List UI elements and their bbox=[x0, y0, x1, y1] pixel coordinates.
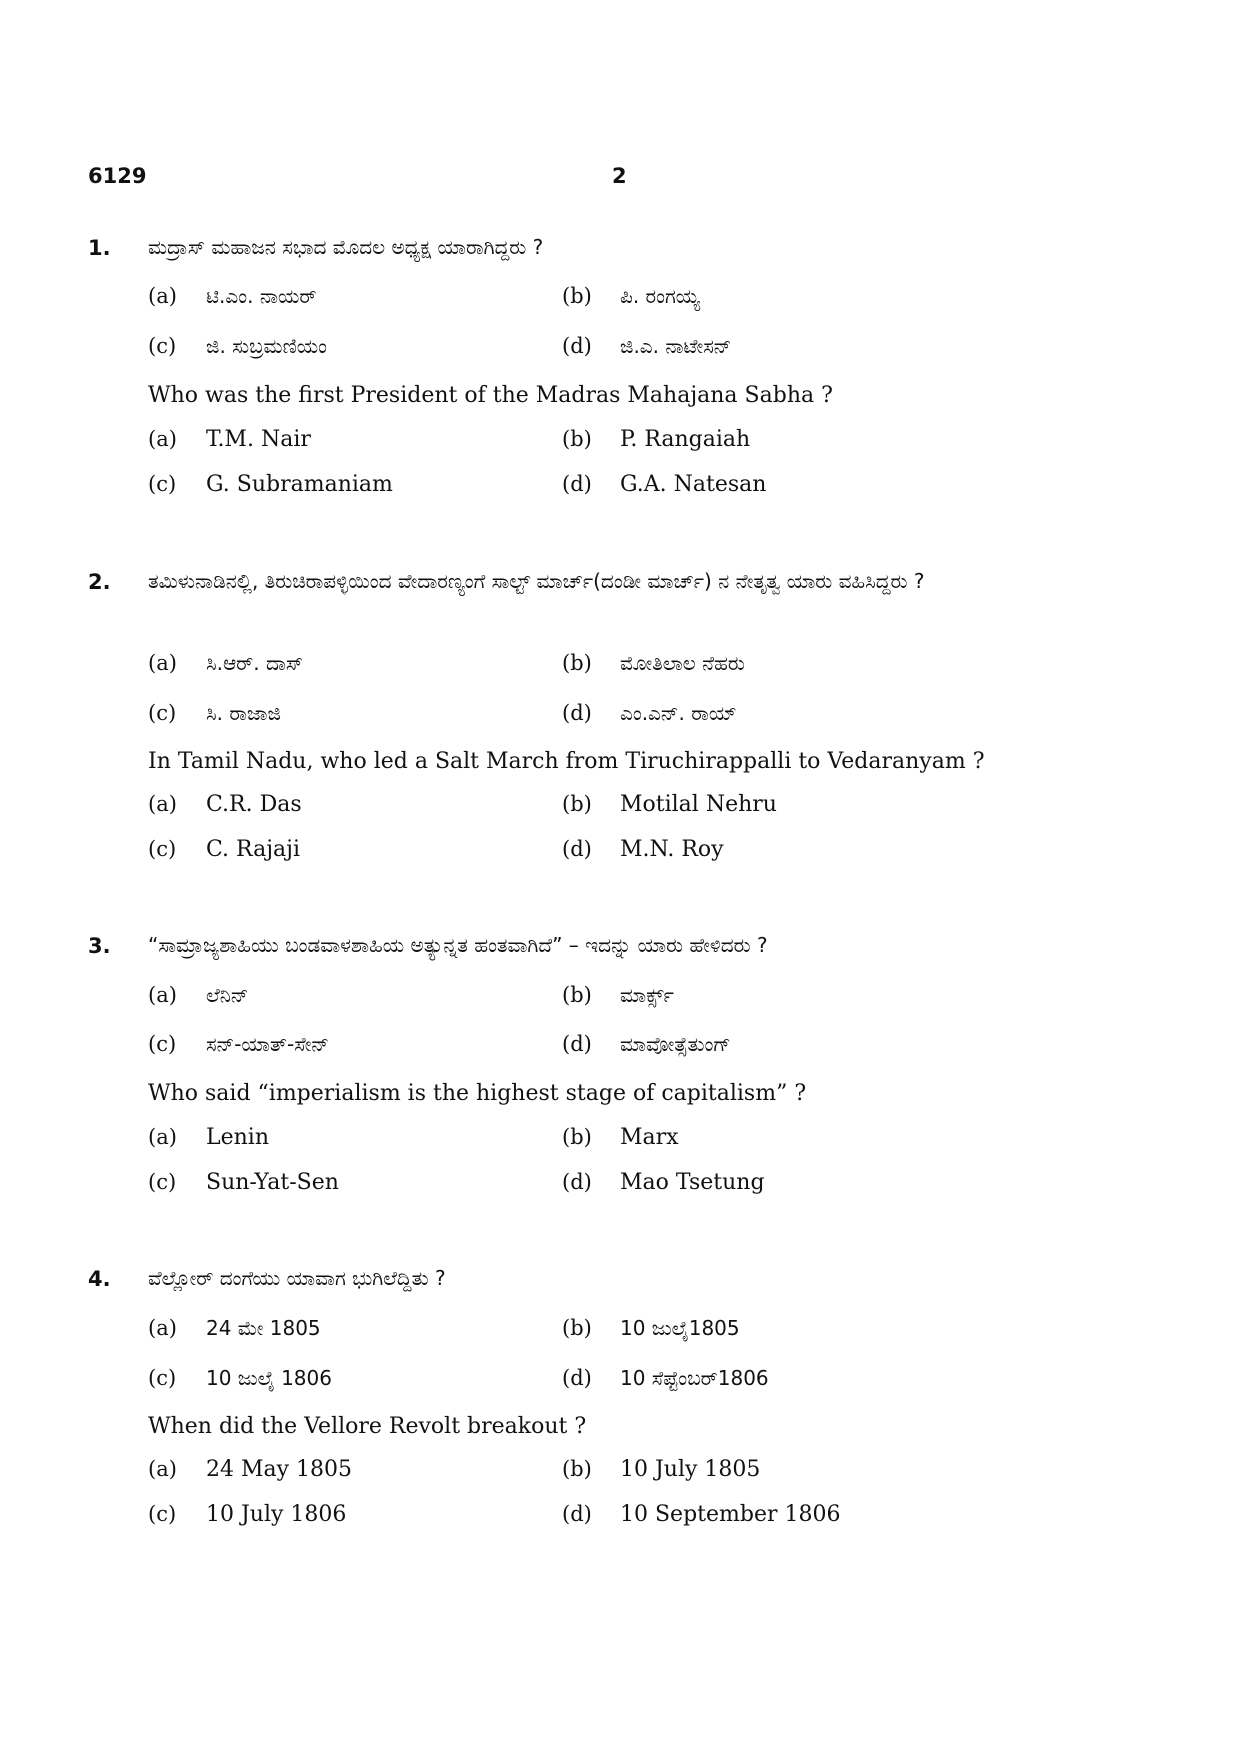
question-number: 1. bbox=[88, 236, 111, 260]
question-number: 4. bbox=[88, 1267, 111, 1291]
question-text-english: In Tamil Nadu, who led a Salt March from Tiruchirappalli to Vedaranyam ? bbox=[148, 749, 985, 774]
page-header bbox=[0, 164, 1240, 194]
question-text-kannada: “ಸಾಮ್ರಾಜ್ಯಶಾಹಿಯು ಬಂಡವಾಳಶಾಹಿಯ ಅತ್ಯುನ್ನತ ಹಂತವಾಗಿದೆ” – ಇದನ್ನು ಯಾರು ಹೇಳಿದರು ? bbox=[148, 933, 768, 957]
page-number: 2 bbox=[612, 164, 627, 188]
question-text-kannada: ಮದ್ರಾಸ್ ಮಹಾಜನ ಸಭಾದ ಮೊದಲ ಅಧ್ಯಕ್ಷ ಯಾರಾಗಿದ್ದರು ? bbox=[148, 235, 544, 259]
paper-code: 6129 bbox=[88, 164, 147, 188]
question-text-kannada: ವೆಲ್ಲೋರ್ ದಂಗೆಯು ಯಾವಾಗ ಭುಗಿಲೆದ್ದಿತು ? bbox=[148, 1266, 446, 1290]
question-number: 2. bbox=[88, 570, 111, 594]
question-number: 3. bbox=[88, 934, 111, 958]
question-text-english: Who was the first President of the Madras Mahajana Sabha ? bbox=[148, 383, 833, 408]
question-text-english: When did the Vellore Revolt breakout ? bbox=[148, 1414, 587, 1439]
question-text-english: Who said “imperialism is the highest stage of capitalism” ? bbox=[148, 1081, 807, 1106]
question-text-kannada: ತಮಿಳುನಾಡಿನಲ್ಲಿ, ತಿರುಚಿರಾಪಳ್ಳಿಯಿಂದ ವೇದಾರಣ್ಯಂಗೆ ಸಾಲ್ಟ್ ಮಾರ್ಚ್(ದಂಡೀ ಮಾರ್ಚ್) ನ ನೇತೃತ್ವ ಯಾರು ವಹಿಸಿದ್ದರು ? bbox=[148, 569, 925, 593]
